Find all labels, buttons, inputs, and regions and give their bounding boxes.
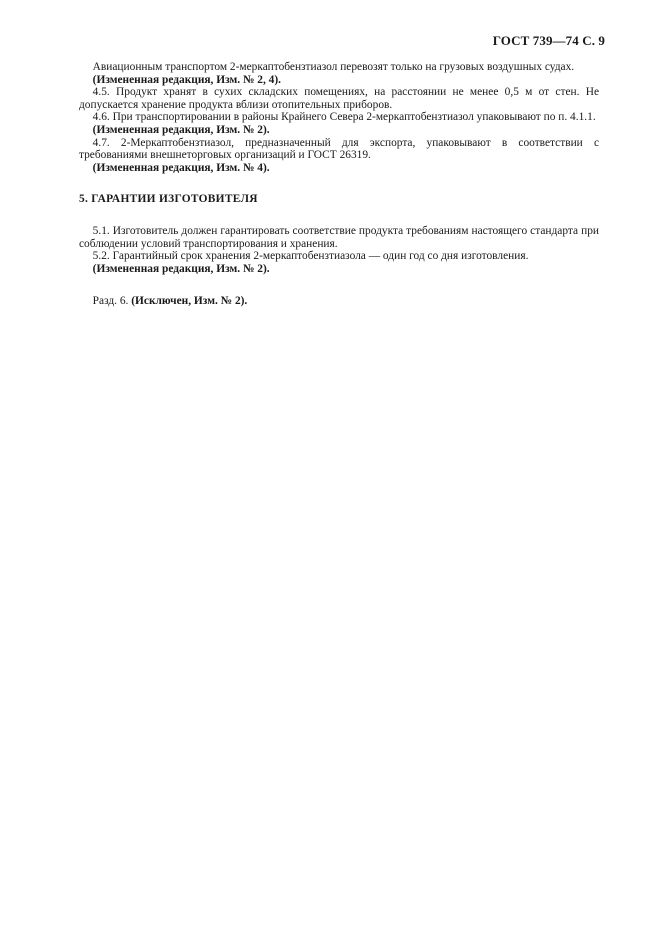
section-6-excluded: (Исключен, Изм. № 2). [131,295,248,308]
amendment-note: (Измененная редакция, Изм. № 2). [92,123,270,136]
spacer [79,275,599,295]
running-header: ГОСТ 739—74 С. 9 [492,33,605,48]
paragraph-4-5: 4.5. Продукт хранят в сухих складских помещениях, на расстоянии не менее 0,5 м от стен. Не допускается хранение продукта вблизи отопительных приборов. [79,86,599,111]
amendment-note: (Измененная редакция, Изм. № 4). [92,161,270,174]
paragraph-4-4-continuation: Авиационным транспортом 2-меркаптобензтиазол перевозят только на грузовых воздушных судах. [92,61,575,73]
amendment-note: (Измененная редакция, Изм. № 2). [92,262,270,275]
section-5-heading: 5. ГАРАНТИИ ИЗГОТОВИТЕЛЯ [79,193,258,206]
paragraph-4-7: 4.7. 2-Меркаптобензтиазол, предназначенный для экспорта, упаковывают в соответствии с требованиями внешнеторговых организаций и ГОСТ 26319. [79,136,599,162]
section-6-prefix: Разд. 6. [92,295,129,308]
paragraph-4-6: 4.6. При транспортировании в районы Крайнего Севера 2-меркаптобензтиазол упаковывают по п. 4.1.1. [92,111,596,124]
paragraph-5-1: 5.1. Изготовитель должен гарантировать соответствие продукта требованиям настоящего стандарта при соблюдении условий транспортирования и хранения. [79,224,599,250]
document-body [79,61,599,308]
amendment-note: (Измененная редакция, Изм. № 2, 4). [92,73,282,86]
section-6-note [79,295,599,308]
paragraph-5-2: 5.2. Гарантийный срок хранения 2-меркаптобензтиазола — один год со дня изготовления. [92,250,529,263]
